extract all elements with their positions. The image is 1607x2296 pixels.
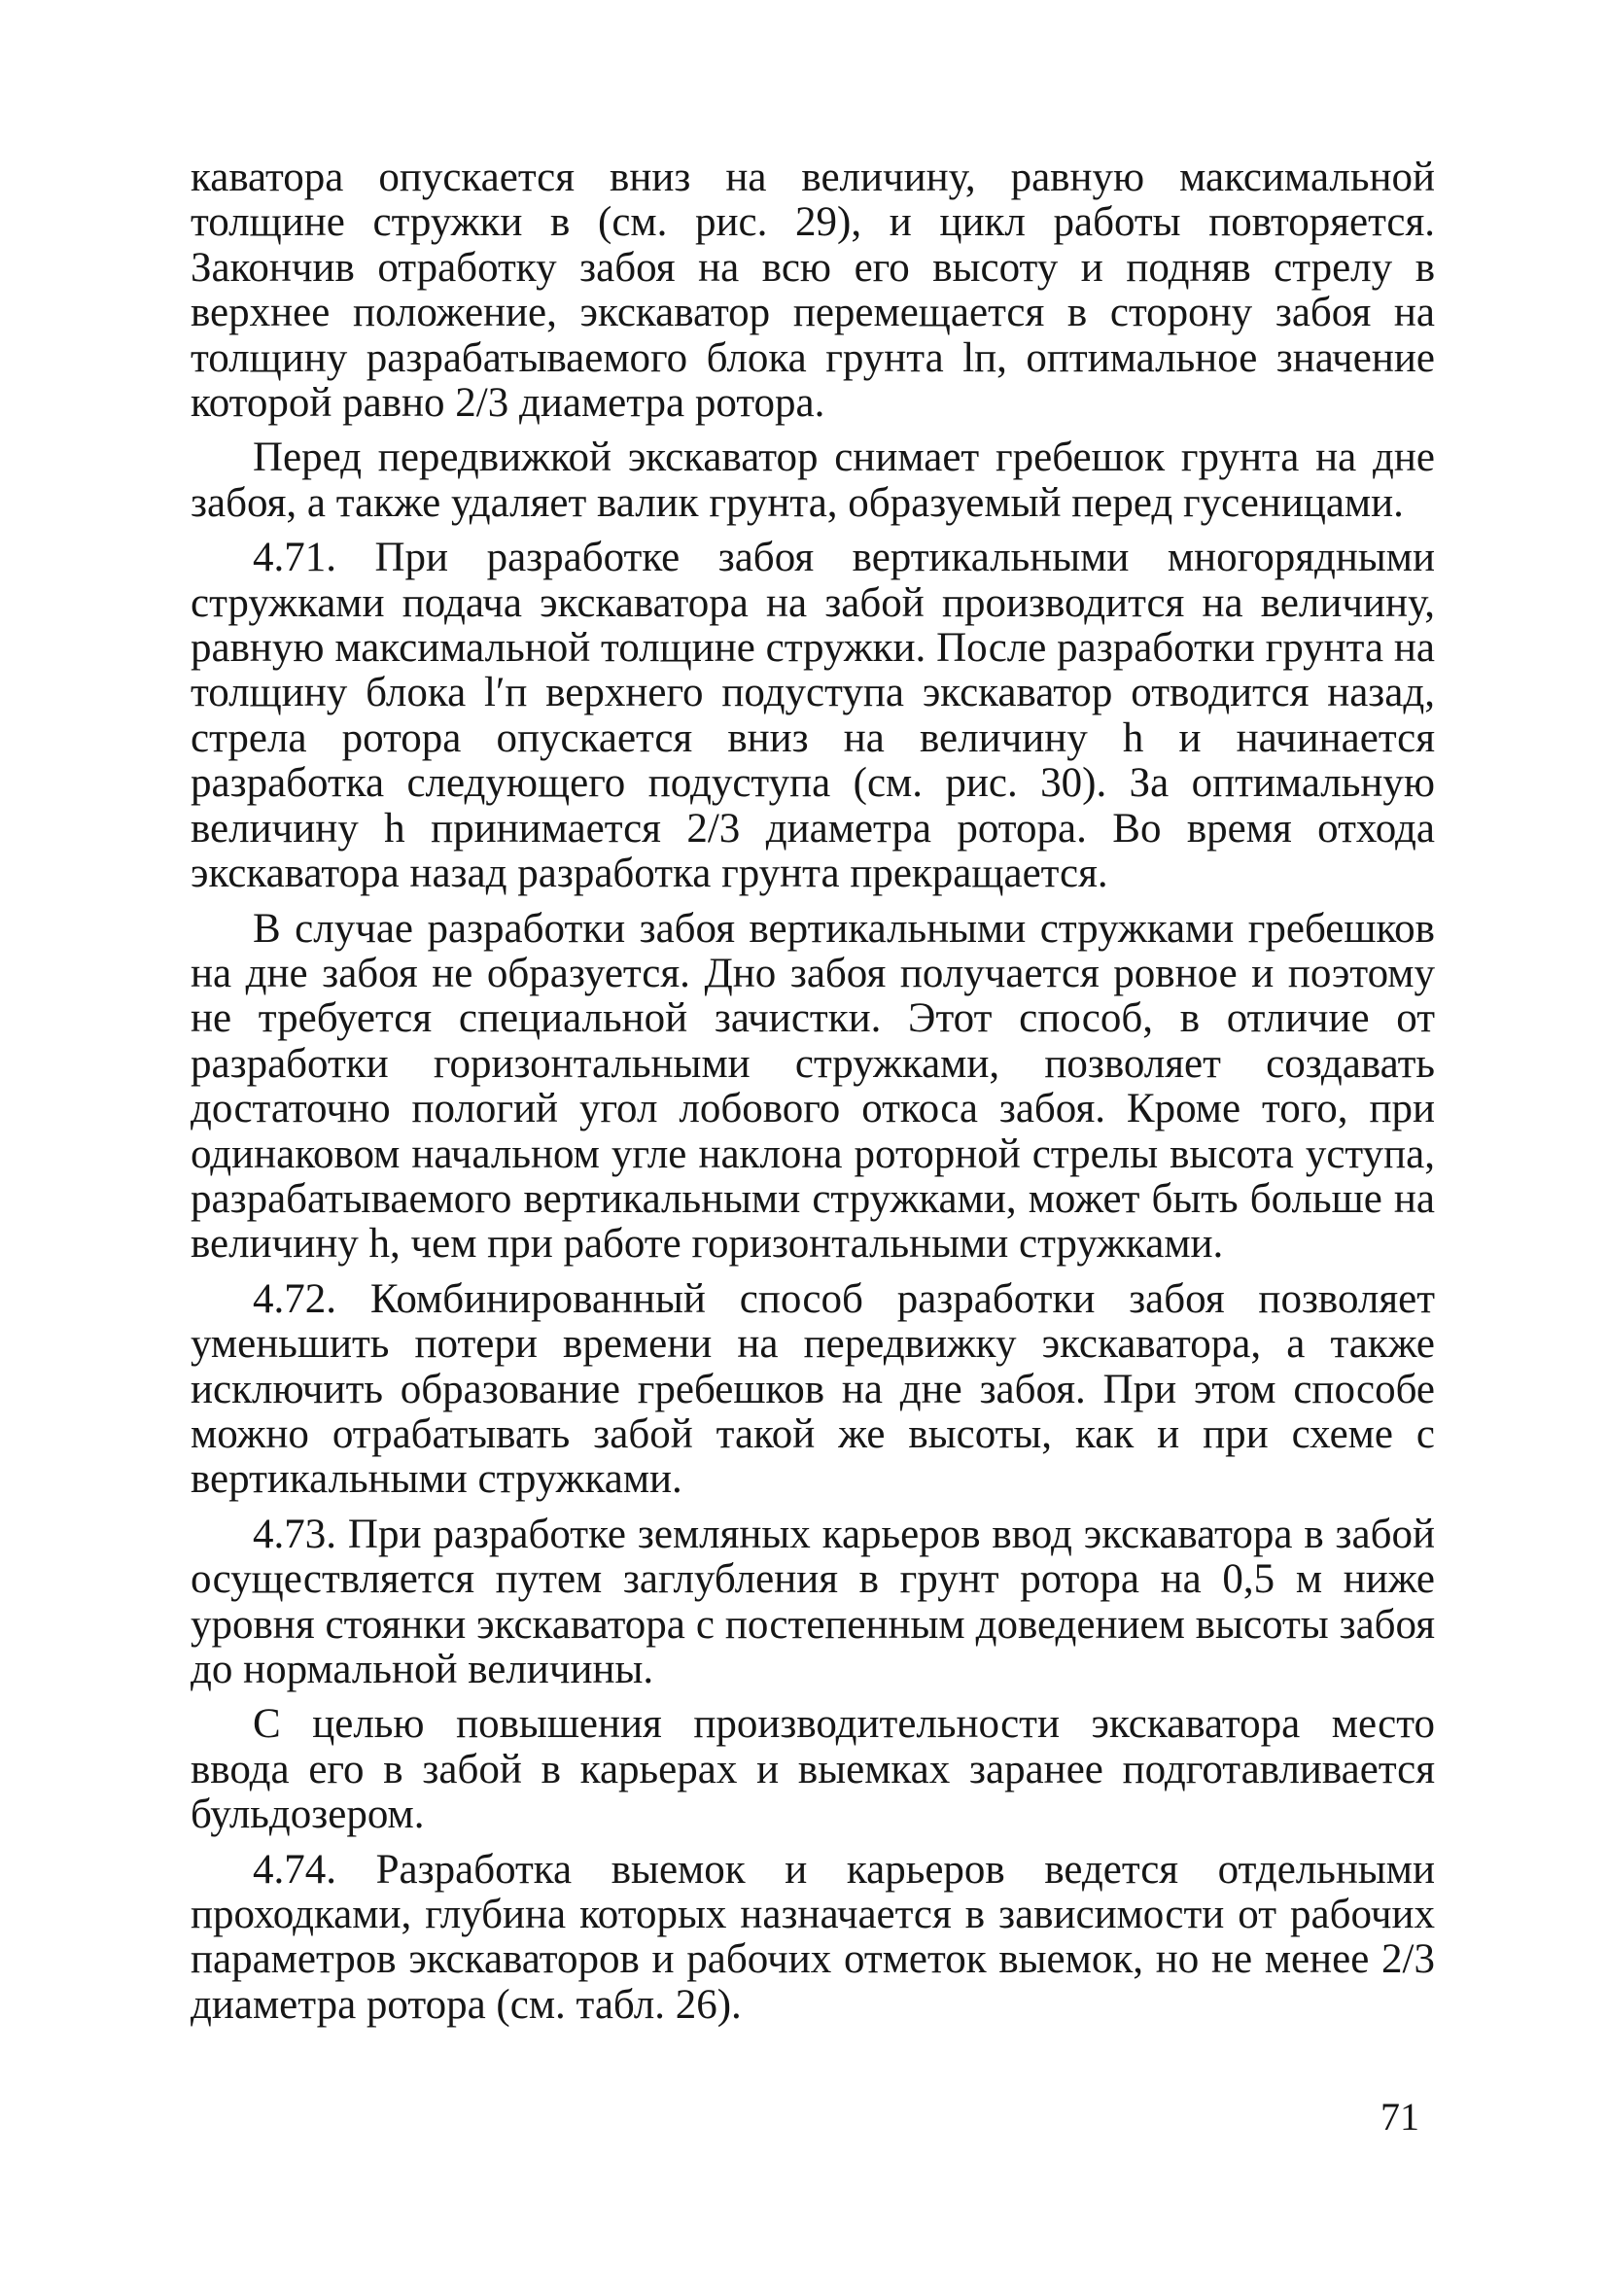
paragraph-2: Перед передвижкой экскаватор снимает гребешок грунта на дне забоя, а также удаляет валик грунта, образуемый перед гусеницами. — [191, 435, 1435, 526]
paragraph-6: 4.73. При разработке земляных карьеров ввод экскаватора в забой осуществляется путем заглубления в грунт ротора на 0,5 м ниже уровня стоянки экскаватора с постепенным доведением высоты забоя до нормальной величины. — [191, 1511, 1435, 1692]
paragraph-4: В случае разработки забоя вертикальными стружками гребешков на дне забоя не образуется. Дно забоя получается ровное и поэтому не требуется специальной зачистки. Этот способ, в отличие от разработки горизонтальными стружками, позволяет создавать достаточно пологий угол лобового откоса забоя. Кроме того, при одинаковом начальном угле наклона роторной стрелы высота уступа, разрабатываемого вертикальными стружками, может быть больше на величину h, чем при работе горизонтальными стружками. — [191, 905, 1435, 1268]
paragraph-8: 4.74. Разработка выемок и карьеров ведется отдельными проходками, глубина которых назначается в зависимости от рабочих параметров экскаваторов и рабочих отметок выемок, но не менее 2/3 диаметра ротора (см. табл. 26). — [191, 1846, 1435, 2028]
paragraph-3: 4.71. При разработке забоя вертикальными многорядными стружками подача экскаватора на забой производится на величину, равную максимальной толщине стружки. После разработки грунта на толщину блока l′п верхнего подуступа экскаватор отводится назад, стрела ротора опускается вниз на величину h и начинается разработка следующего подуступа (см. рис. 30). За оптимальную величину h принимается 2/3 диаметра ротора. Во время отхода экскаватора назад разработка грунта прекращается. — [191, 535, 1435, 897]
page-body — [191, 156, 1435, 2037]
paragraph-5: 4.72. Комбинированный способ разработки забоя позволяет уменьшить потери времени на передвижку экскаватора, а также исключить образование гребешков на дне забоя. При этом способе можно отрабатывать забой такой же высоты, как и при схеме с вертикальными стружками. — [191, 1275, 1435, 1503]
paragraph-7: С целью повышения производительности экскаватора место ввода его в забой в карьерах и выемках заранее подготавливается бульдозером. — [191, 1701, 1435, 1838]
paragraph-1: каватора опускается вниз на величину, равную максимальной толщине стружки в (см. рис. 29), и цикл работы повторяется. Закончив отработку забоя на всю его высоту и подняв стрелу в верхнее положение, экскаватор перемещается в сторону забоя на толщину разрабатываемого блока грунта lп, оптимальное значение которой равно 2/3 диаметра ротора. — [191, 155, 1435, 427]
page-number: 71 — [1380, 2095, 1419, 2139]
